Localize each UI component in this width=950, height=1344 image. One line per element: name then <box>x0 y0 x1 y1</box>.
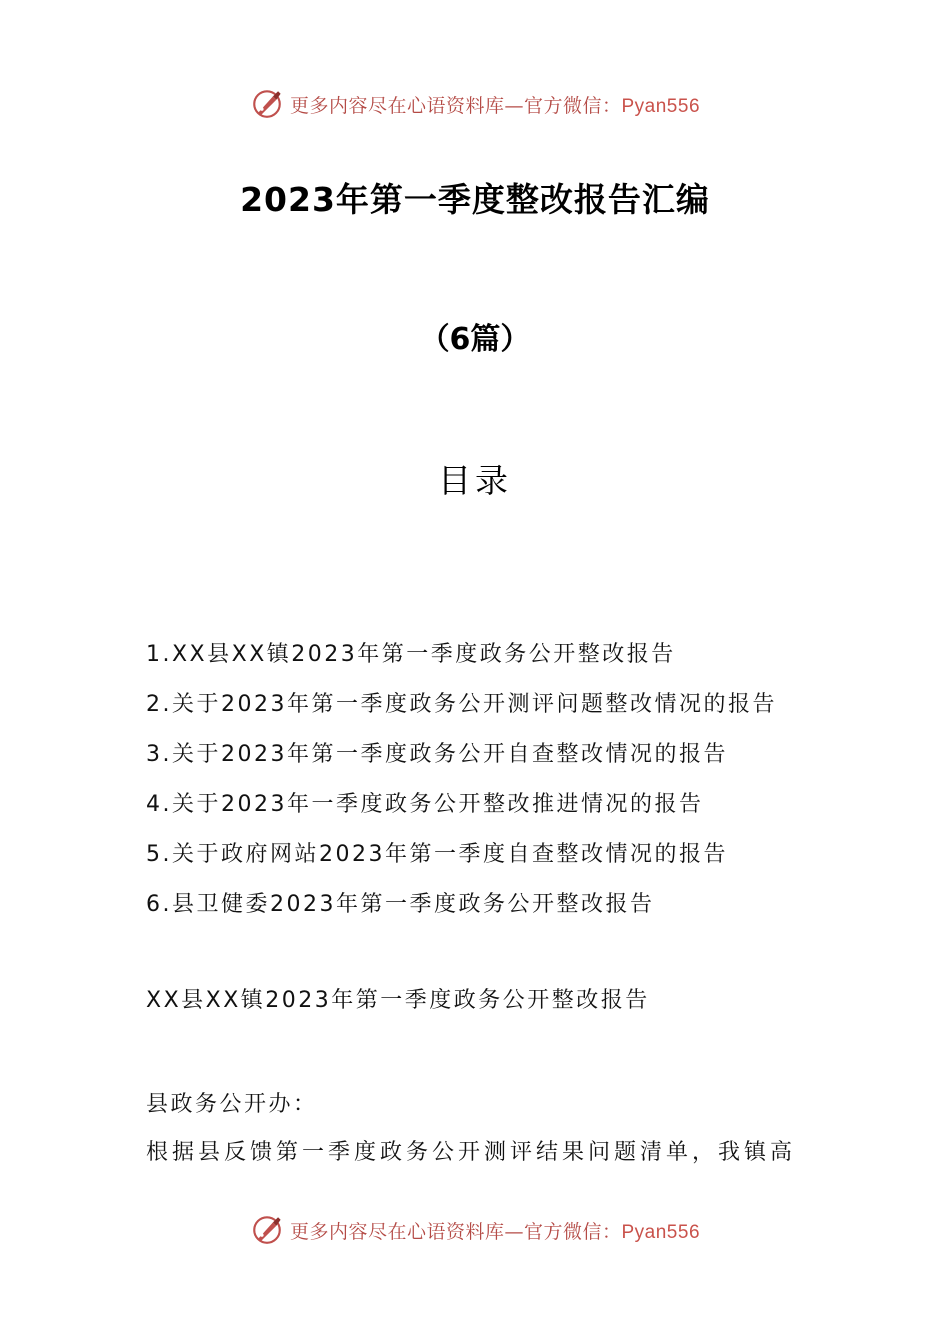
toc-item: 5.关于政府网站2023年第一季度自查整改情况的报告 <box>146 842 728 867</box>
watermark-text: 更多内容尽在心语资料库—官方微信：Pyan556 <box>289 1220 701 1243</box>
toc-item: 3.关于2023年第一季度政务公开自查整改情况的报告 <box>146 742 728 767</box>
document-count: （6篇） <box>419 322 531 357</box>
section-title: XX县XX镇2023年第一季度政务公开整改报告 <box>146 988 650 1013</box>
watermark-banner-top <box>0 84 950 124</box>
toc-heading: 目录 <box>438 461 512 500</box>
toc-item: 1.XX县XX镇2023年第一季度政务公开整改报告 <box>146 642 676 667</box>
watermark-text: 更多内容尽在心语资料库—官方微信：Pyan556 <box>289 94 701 117</box>
toc-item: 4.关于2023年一季度政务公开整改推进情况的报告 <box>146 792 704 817</box>
toc-item: 2.关于2023年第一季度政务公开测评问题整改情况的报告 <box>146 692 777 717</box>
table-of-contents <box>146 634 846 934</box>
addressee: 县政务公开办： <box>146 1092 318 1117</box>
pen-nib-logo-icon <box>250 1213 284 1247</box>
pen-nib-logo-icon <box>250 87 284 121</box>
watermark-banner-bottom <box>0 1210 950 1250</box>
toc-item: 6.县卫健委2023年第一季度政务公开整改报告 <box>146 892 655 917</box>
body-paragraph: 根据县反馈第一季度政务公开测评结果问题清单，我镇高 <box>146 1140 797 1165</box>
document-title: 2023年第一季度整改报告汇编 <box>240 180 710 219</box>
